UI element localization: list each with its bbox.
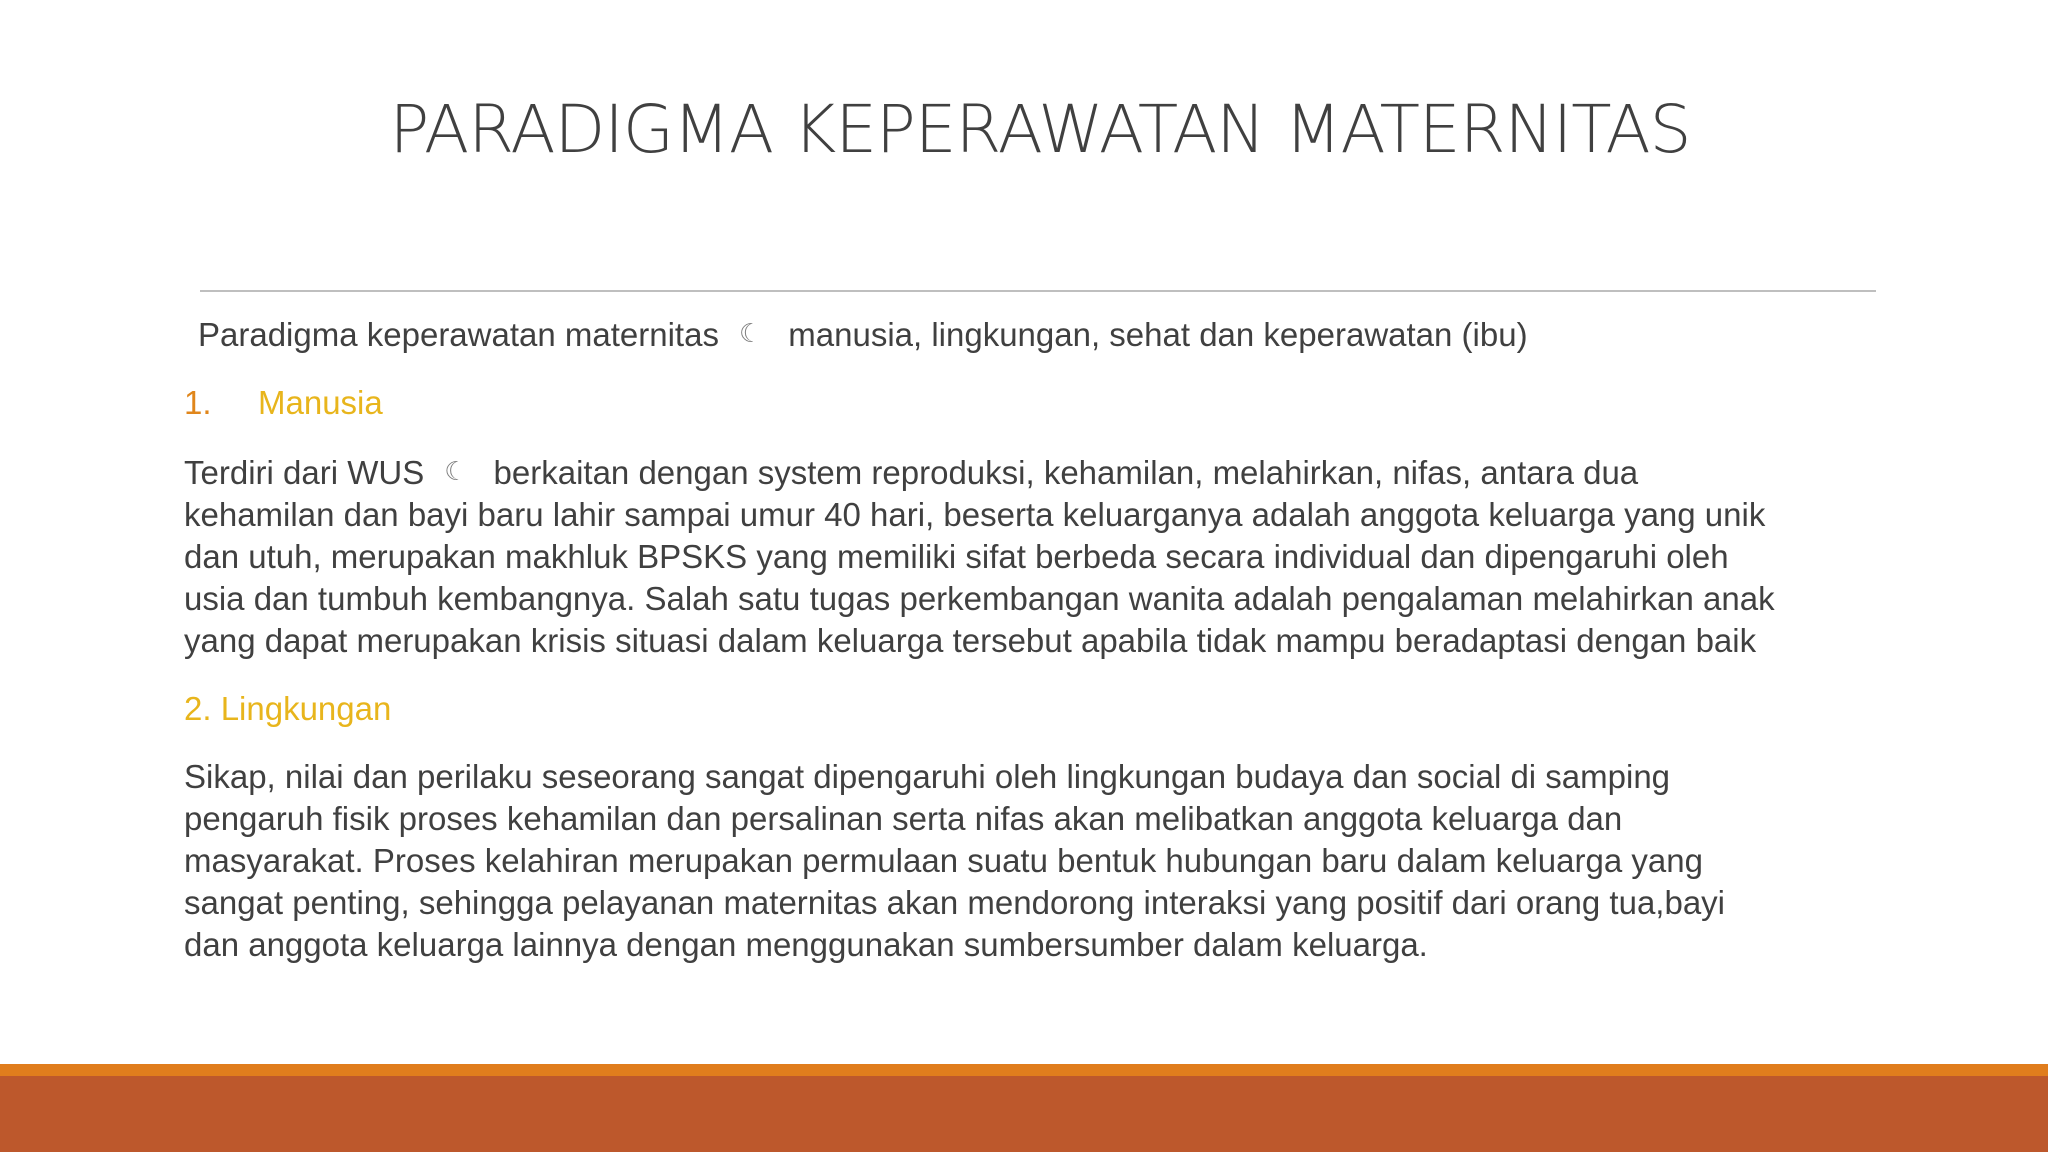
- slide-body: [184, 312, 1884, 992]
- paragraph-lingkungan: [184, 756, 1884, 966]
- paragraph-line: usia dan tumbuh kembangnya. Salah satu tugas perkembangan wanita adalah pengalaman melahirkan anak: [184, 580, 1775, 617]
- paragraph-line-text: berkaitan dengan system reproduksi, kehamilan, melahirkan, nifas, antara dua: [493, 454, 1639, 491]
- section-number: 1.: [184, 384, 212, 421]
- paragraph-manusia: [184, 450, 1884, 662]
- slide-title: PARADIGMA KEPERAWATAN MATERNITAS: [389, 91, 1691, 168]
- section-label: Manusia: [258, 384, 383, 421]
- paragraph-line: [184, 450, 1884, 494]
- title-divider: [200, 290, 1876, 292]
- intro-text-after: manusia, lingkungan, sehat dan keperawatan (ibu): [788, 316, 1528, 353]
- intro-text-before: Paradigma keperawatan maternitas: [198, 316, 719, 353]
- paragraph-line: sangat penting, sehingga pelayanan maternitas akan mendorong interaksi yang positif dari orang tua,bayi: [184, 884, 1726, 921]
- section-heading-manusia: [184, 382, 1884, 424]
- intro-line: [184, 312, 1884, 356]
- paragraph-line: pengaruh fisik proses kehamilan dan persalinan serta nifas akan melibatkan anggota keluarga dan: [184, 800, 1623, 837]
- section-heading-lingkungan: 2. Lingkungan: [184, 690, 392, 727]
- paragraph-line: Sikap, nilai dan perilaku seseorang sangat dipengaruhi oleh lingkungan budaya dan social di samping: [184, 758, 1671, 795]
- paragraph-line: dan anggota keluarga lainnya dengan menggunakan sumbersumber dalam keluarga.: [184, 926, 1428, 963]
- paragraph-line: kehamilan dan bayi baru lahir sampai umur 40 hari, beserta keluarganya adalah anggota keluarga yang unik: [184, 496, 1766, 533]
- footer-accent-bar: [0, 1064, 2048, 1076]
- paragraph-line: yang dapat merupakan krisis situasi dalam keluarga tersebut apabila tidak mampu beradaptasi dengan baik: [184, 622, 1757, 659]
- paragraph-line: masyarakat. Proses kelahiran merupakan permulaan suatu bentuk hubungan baru dalam keluarga yang: [184, 842, 1703, 879]
- paragraph-lead: Terdiri dari WUS: [184, 454, 425, 491]
- footer-bar: [0, 1076, 2048, 1152]
- paragraph-line: dan utuh, merupakan makhluk BPSKS yang memiliki sifat berbeda secara individual dan dipengaruhi oleh: [184, 538, 1729, 575]
- crescent-arrow-icon: ☾: [738, 318, 763, 348]
- crescent-arrow-icon: ☾: [444, 456, 468, 486]
